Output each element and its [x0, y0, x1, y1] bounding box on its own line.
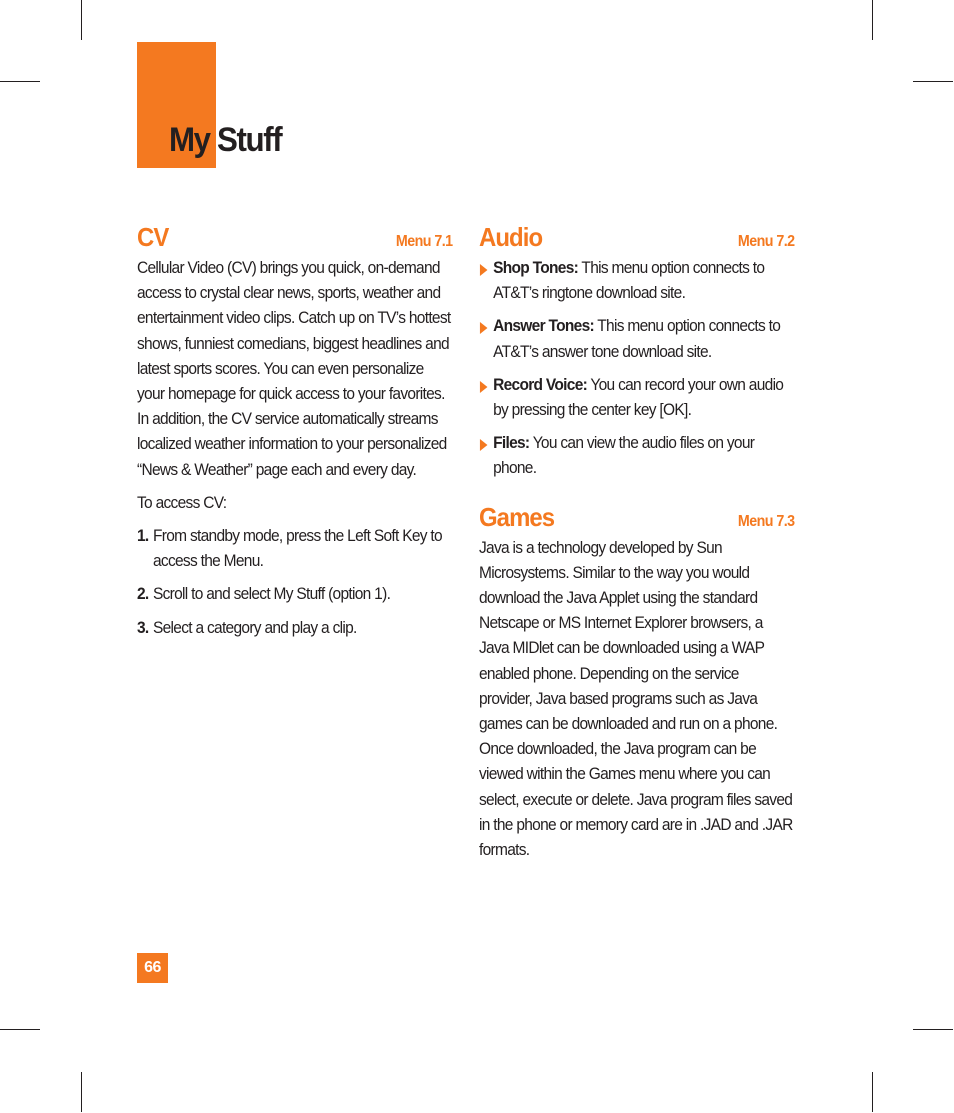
games-section [479, 502, 795, 864]
list-item [479, 373, 794, 423]
step-number: 1. [137, 527, 149, 546]
page-title: My Stuff [169, 121, 282, 159]
cv-section-title: CV [137, 222, 169, 252]
audio-section-title: Audio [479, 222, 543, 252]
step-number: 3. [137, 618, 149, 637]
audio-section-header [479, 222, 795, 256]
page-number-badge: 66 [137, 953, 168, 983]
crop-mark [872, 0, 873, 40]
cv-section-header [137, 222, 453, 256]
option-term: Shop Tones: [493, 259, 579, 277]
games-section-title: Games [479, 501, 555, 532]
cv-intro-paragraph: Cellular Video (CV) brings you quick, on-demand access to crystal clear news, sports, weather and entertainment video clips. Catch up on TV’s hottest shows, funniest comedians, biggest headlines and latest sports scores. You can even personalize your homepage for quick access to your favorites. In addition, the CV service automatically streams localized weather information to your personalized “News & Weather” page each and every day. [137, 259, 451, 479]
option-text: This menu option connects to AT&T’s ringtone download site. [493, 259, 765, 303]
games-menu-number: Menu 7.3 [738, 512, 795, 530]
cv-menu-number: Menu 7.1 [396, 233, 453, 250]
cv-access-label: To access CV: [137, 493, 227, 512]
bullet-arrow-icon [480, 322, 488, 334]
crop-mark [81, 0, 82, 40]
crop-mark [913, 81, 953, 82]
crop-mark [0, 81, 40, 82]
bullet-arrow-icon [480, 264, 488, 276]
step-number: 2. [137, 585, 149, 604]
cv-steps-list [137, 524, 452, 641]
list-item [137, 524, 452, 574]
left-column [137, 222, 453, 649]
games-paragraph: Java is a technology developed by Sun Microsystems. Similar to the way you would download the Java Applet using the standard Netscape or MS Internet Explorer browsers, a Java MIDlet can be downloaded using a WAP enabled phone. Depending on the service provider, Java based programs such as Java games can be downloaded and run on a phone. Once downloaded, the Java program can be viewed within the Games menu where you can select, execute or delete. Java program files saved in the phone or memory card are in .JAD and .JAR formats. [479, 538, 793, 860]
games-section-header [479, 502, 795, 536]
step-text: From standby mode, press the Left Soft Key to access the Menu. [152, 527, 442, 571]
option-text: You can view the audio files on your phone. [493, 434, 755, 478]
crop-mark [0, 1029, 40, 1030]
list-item [479, 431, 794, 481]
bullet-arrow-icon [480, 381, 488, 393]
option-text: You can record your own audio by pressing the center key [OK]. [493, 375, 784, 420]
right-column [479, 222, 795, 871]
crop-mark [913, 1029, 953, 1030]
list-item [479, 256, 794, 306]
step-text: Select a category and play a clip. [152, 618, 357, 637]
option-term: Files: [493, 434, 530, 453]
option-term: Record Voice: [493, 375, 588, 394]
list-item [479, 314, 794, 364]
list-item [137, 616, 452, 641]
audio-options-list [479, 256, 794, 482]
crop-mark [872, 1072, 873, 1112]
list-item [137, 582, 452, 607]
bullet-arrow-icon [480, 439, 488, 451]
option-text: This menu option connects to AT&T’s answer tone download site. [493, 317, 781, 361]
step-text: Scroll to and select My Stuff (option 1). [152, 585, 391, 604]
audio-menu-number: Menu 7.2 [738, 233, 795, 250]
crop-mark [81, 1072, 82, 1112]
option-term: Answer Tones: [493, 317, 594, 336]
